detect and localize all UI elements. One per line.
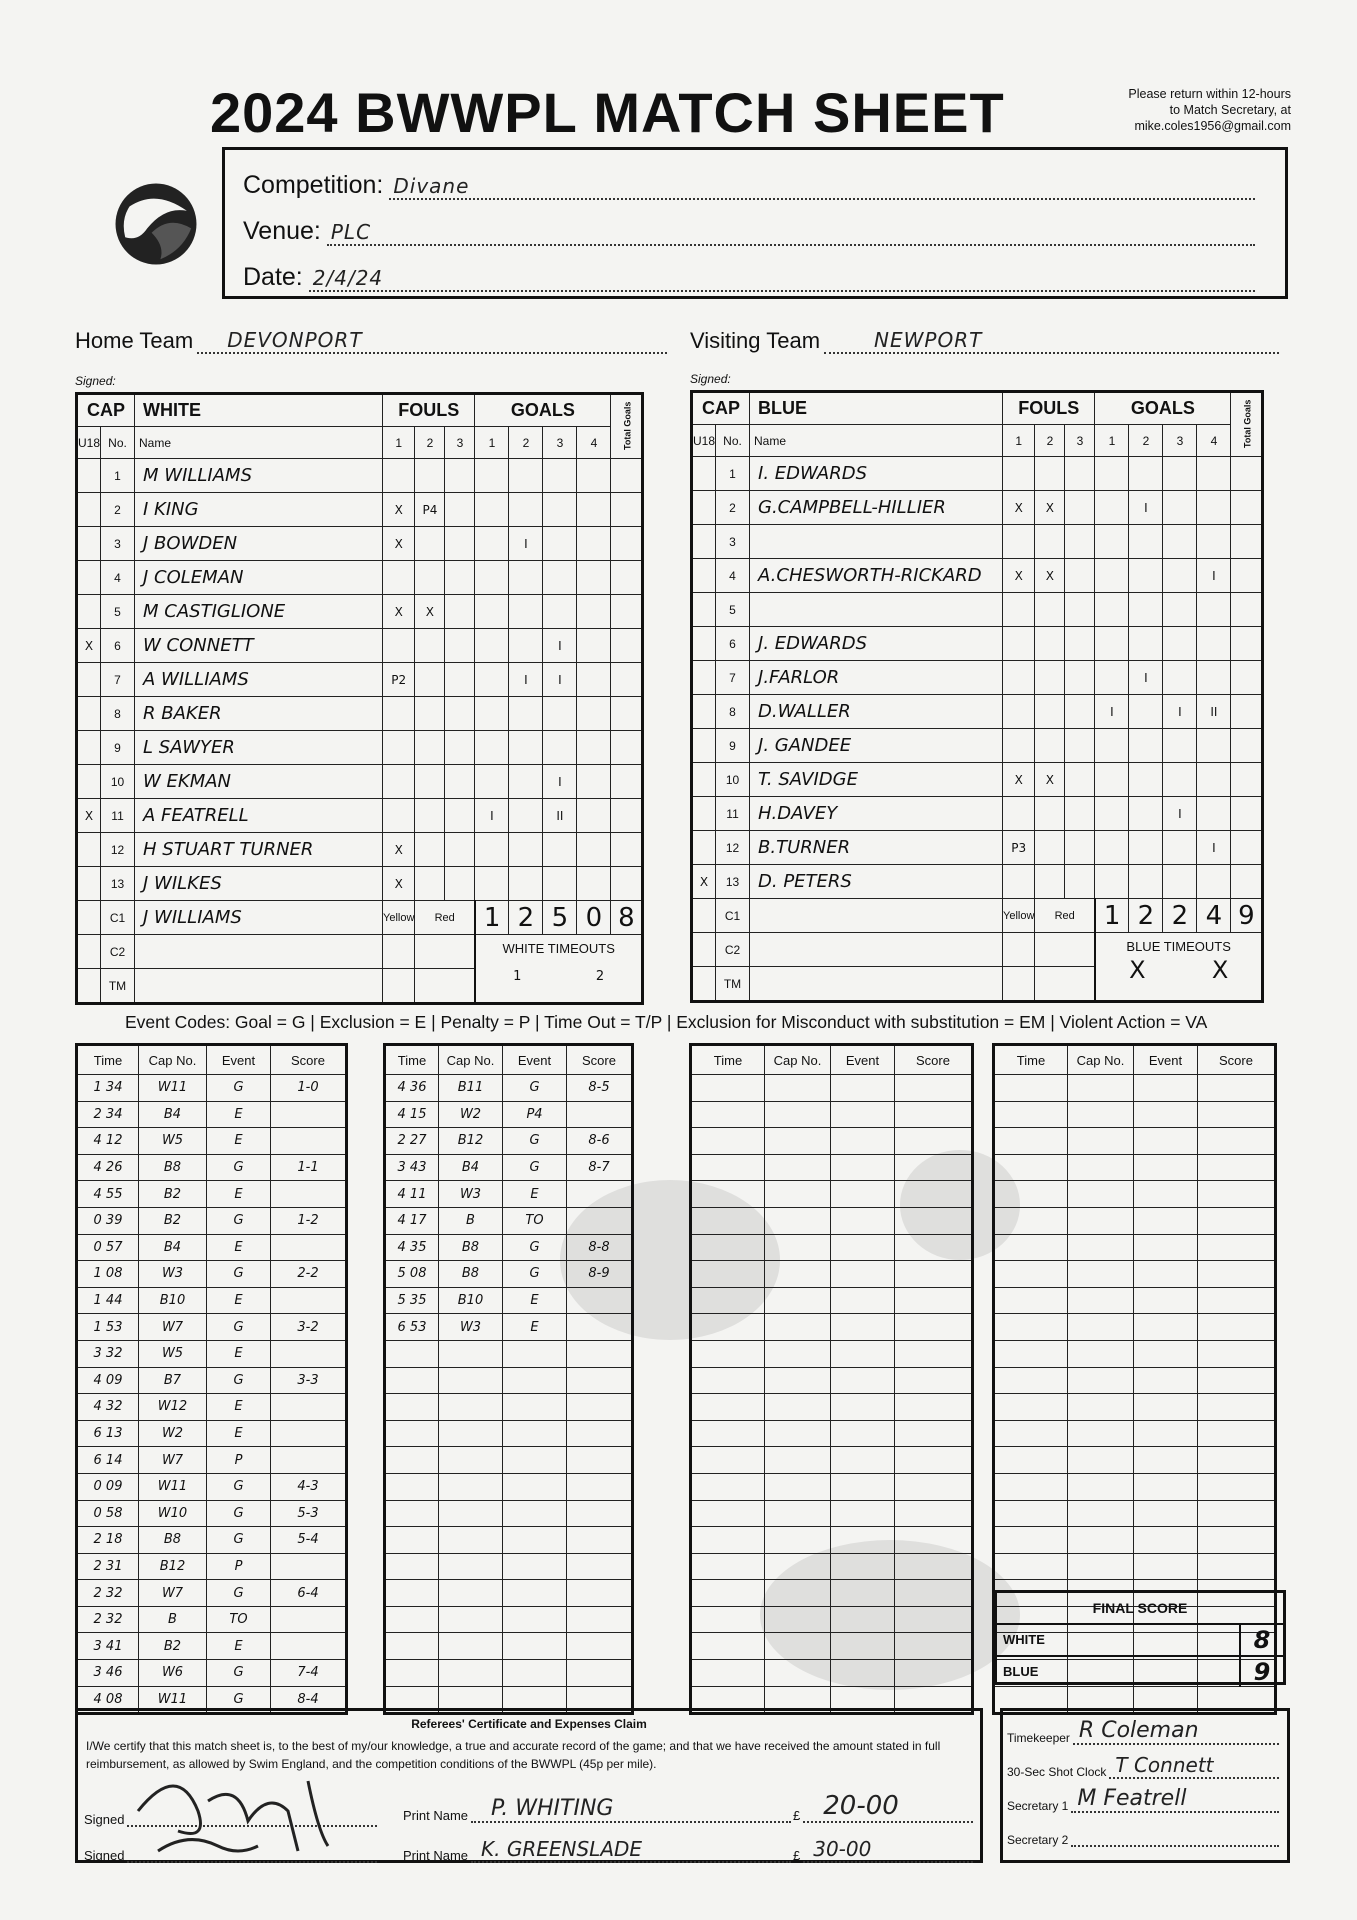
player-name: H.DAVEY (750, 797, 1003, 831)
event-row (691, 1234, 973, 1261)
event-log-column: Time Cap No. Event Score 4 36 B11 G 8-5 4 15 W2 P4 2 27 B12 G 8-6 3 43 B4 G 8-7 4 11 W3 E 4 17 B TO 4 35 B8 G 8-8 5 08 B8 G 8-9 5 35 B10 E 6 53 W3 E (383, 1043, 634, 1715)
page-title: 2024 BWWPL MATCH SHEET (210, 81, 1005, 144)
event-row (691, 1207, 973, 1234)
event-row: 1 44 B10 E (77, 1287, 347, 1314)
player-row: 3 J BOWDEN X I (77, 527, 643, 561)
event-row (691, 1287, 973, 1314)
event-row (994, 1314, 1276, 1341)
player-name: L SAWYER (135, 731, 383, 765)
event-row: 2 32 B TO (77, 1606, 347, 1633)
event-row: 2 31 B12 P (77, 1553, 347, 1580)
total-goals: 8 (611, 901, 643, 935)
event-log-column: Time Cap No. Event Score (689, 1043, 974, 1715)
player-row: 4 A.CHESWORTH-RICKARD X X I (692, 559, 1263, 593)
event-row (691, 1340, 973, 1367)
home-team-value: DEVONPORT (227, 328, 363, 352)
referee-print-name-1: Print Name P. WHITING (403, 1803, 791, 1823)
player-row: 9 L SAWYER (77, 731, 643, 765)
player-name: I. EDWARDS (750, 457, 1003, 491)
event-row: 5 08 B8 G 8-9 (385, 1261, 633, 1288)
event-row: 0 09 W11 G 4-3 (77, 1473, 347, 1500)
venue-value: PLC (330, 220, 372, 244)
player-name: A.CHESWORTH-RICKARD (750, 559, 1003, 593)
player-row: X 11 A FEATRELL I II (77, 799, 643, 833)
coach-name (750, 899, 1003, 933)
event-row: 3 43 B4 G 8-7 (385, 1154, 633, 1181)
event-row (994, 1234, 1276, 1261)
event-row (994, 1181, 1276, 1208)
shot-clock-field: 30-Sec Shot Clock T Connett (1007, 1759, 1279, 1779)
referee-amount-2: £ 30-00 (793, 1843, 973, 1863)
home-roster-table: CAP WHITE FOULS GOALS Total Goals U18 No. Name 1 2 3 1 2 3 4 1 M WILLIAMS 2 I KING X P4 3 J BOWDEN X I 4 J COLEMAN 5 M CASTIGLIONE X X X 6 W CONNETT I 7 A WILLIAMS P2 I I 8 R BAKER 9 L SAWYER 10 W EKMAN I X 11 A FEATRELL I II 12 H STUART TURNER X 13 J WILKES X C1 J WILLIAMS Yellow Red 1 2 5 0 8 C2 WHITE TIMEOUTS 1 2 TM (75, 392, 644, 1005)
event-row: 4 15 W2 P4 (385, 1101, 633, 1128)
player-row: 9 J. GANDEE (692, 729, 1263, 763)
final-blue-score: 9 (1239, 1657, 1283, 1687)
event-row: 1 08 W3 G 2-2 (77, 1261, 347, 1288)
event-row (691, 1128, 973, 1155)
event-log-column: Time Cap No. Event Score (992, 1043, 1277, 1715)
event-row: 1 53 W7 G 3-2 (77, 1314, 347, 1341)
event-row (385, 1553, 633, 1580)
player-name: W CONNETT (135, 629, 383, 663)
player-name: D. PETERS (750, 865, 1003, 899)
event-row: 4 17 B TO (385, 1207, 633, 1234)
player-name (750, 525, 1003, 559)
event-row (994, 1261, 1276, 1288)
competition-field: Competition: Divane (243, 160, 1255, 200)
event-row: 2 27 B12 G 8-6 (385, 1128, 633, 1155)
event-row (385, 1606, 633, 1633)
event-row (994, 1473, 1276, 1500)
player-row: 8 R BAKER (77, 697, 643, 731)
player-row: 10 W EKMAN I (77, 765, 643, 799)
player-name: D.WALLER (750, 695, 1003, 729)
player-name: G.CAMPBELL-HILLIER (750, 491, 1003, 525)
event-row (994, 1287, 1276, 1314)
player-name: J WILKES (135, 867, 383, 901)
event-row: 6 53 W3 E (385, 1314, 633, 1341)
event-row (691, 1367, 973, 1394)
event-row (385, 1473, 633, 1500)
timeout-1: X (1129, 956, 1146, 984)
event-row (691, 1580, 973, 1607)
secretary-2-field: Secretary 2 (1007, 1827, 1279, 1847)
event-row (385, 1447, 633, 1474)
player-row: 2 G.CAMPBELL-HILLIER X X I (692, 491, 1263, 525)
coach-name: J WILLIAMS (135, 901, 383, 935)
event-row (385, 1500, 633, 1527)
player-row: 11 H.DAVEY I (692, 797, 1263, 831)
referee-signature-scribble (118, 1751, 358, 1861)
player-row: X 6 W CONNETT I (77, 629, 643, 663)
event-row: 0 57 B4 E (77, 1234, 347, 1261)
player-name: J COLEMAN (135, 561, 383, 595)
player-row: 5 M CASTIGLIONE X X (77, 595, 643, 629)
event-row: 3 41 B2 E (77, 1633, 347, 1660)
event-row: 3 46 W6 G 7-4 (77, 1660, 347, 1687)
event-row (385, 1340, 633, 1367)
event-row (691, 1527, 973, 1554)
event-row: 3 32 W5 E (77, 1340, 347, 1367)
event-row (691, 1660, 973, 1687)
event-codes-legend: Event Codes: Goal = G | Exclusion = E | Penalty = P | Time Out = T/P | Exclusion for Misconduct with substitution = EM | Violent Action = VA (125, 1012, 1208, 1032)
visiting-team-value: NEWPORT (874, 328, 983, 352)
player-name: J. EDWARDS (750, 627, 1003, 661)
event-row (385, 1660, 633, 1687)
event-row (994, 1527, 1276, 1554)
event-row: 4 11 W3 E (385, 1181, 633, 1208)
player-row: 4 J COLEMAN (77, 561, 643, 595)
event-row: 4 26 B8 G 1-1 (77, 1154, 347, 1181)
player-name: B.TURNER (750, 831, 1003, 865)
player-name (750, 593, 1003, 627)
player-name: A FEATRELL (135, 799, 383, 833)
event-row: 4 12 W5 E (77, 1128, 347, 1155)
water-polo-ball-logo (112, 180, 200, 268)
event-row (994, 1128, 1276, 1155)
event-row (994, 1394, 1276, 1421)
player-name: R BAKER (135, 697, 383, 731)
event-row: 2 34 B4 E (77, 1101, 347, 1128)
event-row (994, 1447, 1276, 1474)
event-row: 4 09 B7 G 3-3 (77, 1367, 347, 1394)
total-goals: 9 (1231, 899, 1263, 933)
competition-box (222, 147, 1288, 299)
event-row (691, 1420, 973, 1447)
event-row (691, 1447, 973, 1474)
referee-print-name-2: Print Name K. GREENSLADE (403, 1843, 791, 1863)
player-name: J BOWDEN (135, 527, 383, 561)
player-row: 1 M WILLIAMS (77, 459, 643, 493)
event-row: 0 39 B2 G 1-2 (77, 1207, 347, 1234)
event-row (691, 1500, 973, 1527)
player-row: 1 I. EDWARDS (692, 457, 1263, 491)
event-row: 4 55 B2 E (77, 1181, 347, 1208)
referee-amount-1: £ 20-00 (793, 1803, 973, 1823)
away-roster-table: CAP BLUE FOULS GOALS Total Goals U18 No. Name 1 2 3 1 2 3 4 1 I. EDWARDS 2 G.CAMPBELL-HILLIER X X I 3 4 A.CHESWORTH-RICKARD X X I 5 6 J. EDWARDS 7 J.FARLOR I 8 D.WALLER I I II 9 J. GANDEE 10 T. SAVIDGE X X 11 H.DAVEY I 12 B.TURNER P3 I X 13 D. PETERS C1 Yellow Red 1 2 2 4 9 C2 BLUE TIMEOUTS X X TM (690, 390, 1264, 1003)
player-row: 13 J WILKES X (77, 867, 643, 901)
visiting-team-field: Visiting Team NEWPORT (690, 328, 1279, 354)
player-row: 10 T. SAVIDGE X X (692, 763, 1263, 797)
event-row (385, 1420, 633, 1447)
event-row: 2 32 W7 G 6-4 (77, 1580, 347, 1607)
event-log-column: Time Cap No. Event Score 1 34 W11 G 1-0 2 34 B4 E 4 12 W5 E 4 26 B8 G 1-1 4 55 B2 E 0 39 B2 G 1-2 0 57 B4 E 1 08 W3 G 2-2 1 44 B10 E 1 53 W7 G 3-2 3 32 W5 E 4 09 B7 G 3-3 4 32 W12 E 6 13 W2 E 6 14 W7 P 0 09 W11 G 4-3 0 58 W10 G 5-3 2 18 B8 G 5-4 2 31 B12 P 2 32 W7 G 6-4 2 32 B TO 3 41 B2 E 3 46 W6 G 7-4 4 08 W11 G 8-4 (75, 1043, 348, 1715)
competition-value: Divane (393, 174, 470, 198)
final-score-box: FINAL SCORE WHITE 8 BLUE 9 (994, 1590, 1286, 1685)
event-row: 0 58 W10 G 5-3 (77, 1500, 347, 1527)
event-row: 4 35 B8 G 8-8 (385, 1234, 633, 1261)
event-row: 5 35 B10 E (385, 1287, 633, 1314)
player-name: J. GANDEE (750, 729, 1003, 763)
player-row: 3 (692, 525, 1263, 559)
event-row (691, 1075, 973, 1102)
event-row (385, 1367, 633, 1394)
player-row: 12 B.TURNER P3 I (692, 831, 1263, 865)
player-name: J.FARLOR (750, 661, 1003, 695)
timeout-2: X (1211, 956, 1229, 984)
officials-box (1000, 1708, 1290, 1863)
event-row (385, 1527, 633, 1554)
venue-field: Venue: PLC (243, 206, 1255, 246)
event-row (691, 1261, 973, 1288)
event-row: 4 36 B11 G 8-5 (385, 1075, 633, 1102)
player-name: T. SAVIDGE (750, 763, 1003, 797)
event-row (994, 1500, 1276, 1527)
event-row (385, 1394, 633, 1421)
event-row: 2 18 B8 G 5-4 (77, 1527, 347, 1554)
event-row (691, 1606, 973, 1633)
event-row (691, 1633, 973, 1660)
event-row (994, 1075, 1276, 1102)
event-row: 4 32 W12 E (77, 1394, 347, 1421)
event-row (691, 1394, 973, 1421)
event-row (994, 1340, 1276, 1367)
player-name: M WILLIAMS (135, 459, 383, 493)
event-row (994, 1154, 1276, 1181)
event-row (385, 1580, 633, 1607)
timeout-1: 1 (513, 969, 522, 984)
event-row (994, 1101, 1276, 1128)
referee-signature-2: Signed (84, 1843, 377, 1863)
player-row: 2 I KING X P4 (77, 493, 643, 527)
event-row: 6 13 W2 E (77, 1420, 347, 1447)
event-row: 1 34 W11 G 1-0 (77, 1075, 347, 1102)
referee-signature-1: Signed (84, 1807, 377, 1827)
secretary-1-field: Secretary 1 M Featrell (1007, 1793, 1279, 1813)
timeout-2: 2 (595, 969, 605, 984)
player-name: A WILLIAMS (135, 663, 383, 697)
event-row: 4 08 W11 G 8-4 (77, 1686, 347, 1714)
event-row: 6 14 W7 P (77, 1447, 347, 1474)
event-row (994, 1553, 1276, 1580)
player-name: W EKMAN (135, 765, 383, 799)
event-row (691, 1473, 973, 1500)
referees-certificate: Referees' Certificate and Expenses Claim I/We certify that this match sheet is, to the best of my/our knowledge, a true and accurate record of the game; and that we have received the amount stated in full reimbursement, as allowed by Swim England, and the competition conditions of the BWWPL (45p per mile). Signed Print Name P. WHITING £ 20-00 Signed Print Name K. GREENSLADE £ 30-00 (75, 1708, 983, 1863)
event-row (691, 1154, 973, 1181)
player-row: 5 (692, 593, 1263, 627)
date-value: 2/4/24 (312, 266, 384, 290)
home-signed-label: Signed: (75, 374, 116, 388)
player-row: 12 H STUART TURNER X (77, 833, 643, 867)
event-row (691, 1314, 973, 1341)
player-row: 8 D.WALLER I I II (692, 695, 1263, 729)
away-signed-label: Signed: (690, 372, 731, 386)
final-white-score: 8 (1239, 1625, 1283, 1655)
event-row (994, 1367, 1276, 1394)
player-name: H STUART TURNER (135, 833, 383, 867)
timekeeper-field: Timekeeper R Coleman (1007, 1725, 1279, 1745)
player-name: M CASTIGLIONE (135, 595, 383, 629)
return-note: Please return within 12-hours to Match Secretary, at mike.coles1956@gmail.com (1128, 87, 1291, 133)
event-row (691, 1101, 973, 1128)
player-row: X 13 D. PETERS (692, 865, 1263, 899)
event-row (994, 1207, 1276, 1234)
home-team-field: Home Team DEVONPORT (75, 328, 667, 354)
event-row (385, 1633, 633, 1660)
player-row: 7 A WILLIAMS P2 I I (77, 663, 643, 697)
event-row (994, 1420, 1276, 1447)
player-row: 6 J. EDWARDS (692, 627, 1263, 661)
event-row (691, 1553, 973, 1580)
player-row: 7 J.FARLOR I (692, 661, 1263, 695)
date-field: Date: 2/4/24 (243, 252, 1255, 292)
player-name: I KING (135, 493, 383, 527)
event-row (691, 1181, 973, 1208)
